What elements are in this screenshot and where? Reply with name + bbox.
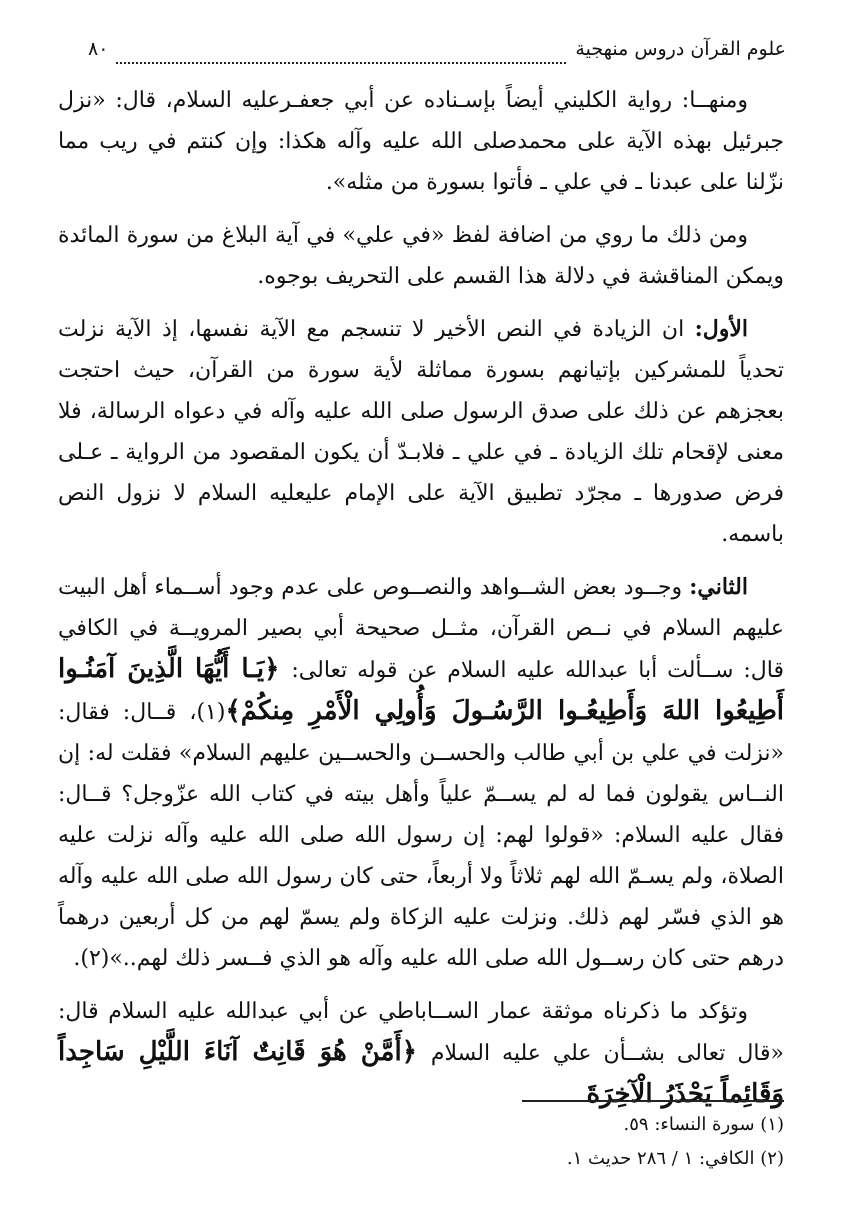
- footnote-rule: [522, 1100, 784, 1102]
- paragraph-first-point: [58, 309, 784, 555]
- paragraph-kulayni-narration: [58, 80, 784, 203]
- main-text: [58, 80, 784, 1128]
- point-label: الثاني:: [689, 574, 748, 600]
- footnote-2: (٢) الكافي: ١ / ٢٨٦ حديث ١.: [566, 1148, 784, 1169]
- page-number: ٨٠: [88, 38, 116, 64]
- paragraph-text: وتؤكد ما ذكرناه موثقة عمار الســاباطي عن أبي عبدالله عليه السلام قال: «قال تعالى بشــأن علي عليه السلام: [58, 999, 784, 1066]
- paragraph-second-point: [58, 567, 784, 979]
- footnotes: [58, 1100, 784, 1178]
- running-header: [88, 30, 786, 64]
- paragraph-balagh-verse: [58, 215, 784, 297]
- paragraph-text: ومن ذلك ما روي من اضافة لفظ «في علي» في آية البلاغ من سورة المائدة ويمكن المناقشة في دلالة هذا القسم على التحريف بوجوه.: [58, 223, 784, 289]
- paragraph-ammar-narration: [58, 991, 784, 1116]
- point-label: الأول:: [694, 316, 748, 342]
- paragraph-text: ومنهــا: رواية الكليني أيضاً بإسـناده عن أبي جعفـرعليه السلام، قال: «نزل جبرئيل بهذه الآية على محمدصلى الله عليه وآله هكذا: وإن كنتم في ريب مما نزّلنا على عبدنا ـ في علي ـ فأتوا بسورة من مثله».: [58, 88, 784, 195]
- footnote-1: (١) سورة النساء: ٥٩.: [623, 1114, 784, 1135]
- quran-verse: ﴿أَمَّنْ هُوَ قَانِتٌ آنَاءَ اللَّيْلِ سَاجِداً وَقَائِماً يَحْذَرُ الْآخِرَةَ: [58, 1037, 784, 1109]
- paragraph-text-continued: (١)، قــال: فقال: «نزلت في علي بن أبي طالب والحســن والحســين عليهم السلام» فقلت له: إن النــاس يقولون فما له لم يســمّ علياً وأهل بيته في كتاب الله عزّوجل؟ قــال: فقال عليه السلام: «قولوا لهم: إن رسول الله صلى الله عليه وآله نزلت عليه الصلاة، ولم يسـمّ الله لهم ثلاثاً ولا أربعاً، حتى كان رسول الله صلى الله عليه وآله هو الذي فسّر لهم ذلك. ونزلت عليه الزكاة ولم يسمّ لهم من كل أربعين درهماً درهم حتى كان رســول الله صلى الله عليه وآله هو الذي فــسر ذلك لهم..»(٢).: [58, 700, 784, 971]
- running-title: علوم القرآن دروس منهجية: [567, 38, 786, 64]
- paragraph-text: ان الزيادة في النص الأخير لا تنسجم مع الآية نفسها، إذ الآية نزلت تحدياً للمشركين بإتيانهم بسورة مماثلة لأية سورة من القرآن، حيث احتجت بعجزهم عن ذلك على صدق الرسول صلى الله عليه وآله في دعواه الرسالة، فلا معنى لإقحام تلك الزيادة ـ في علي ـ فلابـدّ أن يكون المقصود من الرواية ـ عـلى فرض صدورها ـ مجرّد تطبيق الآية على الإمام عليعليه السلام لا نزول النص باسمه.: [58, 317, 784, 547]
- paragraph-text: وجــود بعض الشــواهد والنصــوص على عدم وجود أســماء أهل البيت عليهم السلام في نــص القرآن، مثــل صحيحة أبي بصير المرويــة في الكافي قال: ســألت أبا عبدالله عليه السلام عن قوله تعالى:: [58, 575, 784, 683]
- quran-verse: ﴿يَـا أَيُّهَا الَّذِينَ آمَنُـوا أَطِيعُوا اللهَ وَأَطِيعُـوا الرَّسُـولَ وَأُولِي الْأَمْرِ مِنكُمْ﴾: [58, 654, 785, 726]
